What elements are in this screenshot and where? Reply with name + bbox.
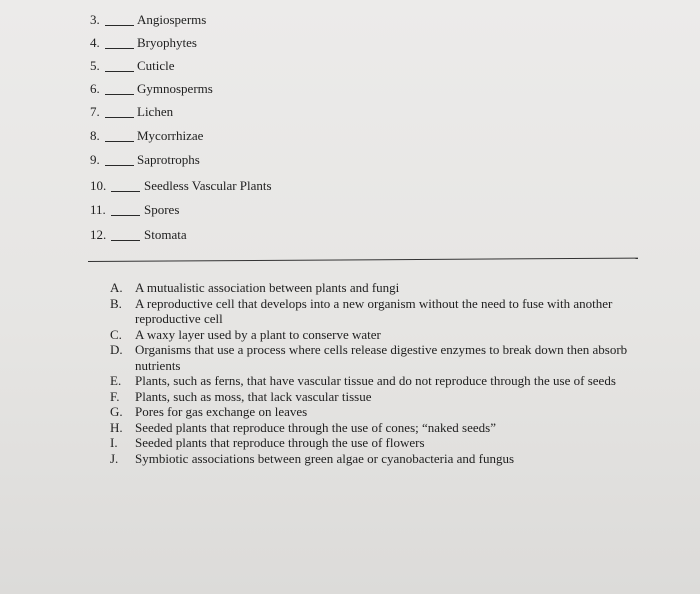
term-word: Seedless Vascular Plants <box>144 178 272 193</box>
definition-letter: D. <box>110 342 123 357</box>
answer-blank[interactable] <box>111 215 140 216</box>
answer-blank[interactable] <box>105 71 134 72</box>
term-word: Mycorrhizae <box>137 128 204 143</box>
term-word: Angiosperms <box>137 12 207 27</box>
definition-item <box>110 280 650 296</box>
term-number: 9. <box>90 152 100 167</box>
definition-letter: F. <box>110 388 120 404</box>
term-number: 10. <box>90 178 107 193</box>
term-number: 8. <box>90 128 100 143</box>
definition-text: A waxy layer used by a plant to conserve water <box>135 326 381 342</box>
definition-text: Organisms that use a process where cells release digestive enzymes to break down then absorb nutrients <box>135 342 628 373</box>
definition-text: Seeded plants that reproduce through the use of flowers <box>135 435 425 450</box>
term-number: 3. <box>90 12 100 27</box>
definition-item <box>110 404 650 420</box>
definition-item <box>110 435 650 451</box>
term-number: 5. <box>90 58 100 73</box>
definition-letter: I. <box>110 435 118 450</box>
definition-text: A mutualistic association between plants and fungi <box>135 280 400 295</box>
answer-blank[interactable] <box>105 94 134 95</box>
answer-blank[interactable] <box>105 48 134 49</box>
answer-blank[interactable] <box>105 141 134 142</box>
definition-item <box>110 342 650 373</box>
term-word: Spores <box>144 202 180 217</box>
term-word: Lichen <box>137 104 174 119</box>
definition-item <box>110 389 650 405</box>
term-word: Bryophytes <box>137 35 197 50</box>
term-word: Cuticle <box>137 58 175 73</box>
definition-item <box>110 373 650 389</box>
definition-letter: B. <box>110 295 122 311</box>
definition-text: A reproductive cell that develops into a new organism without the need to fuse with another reproductive cell <box>135 295 613 326</box>
definition-letter: J. <box>110 450 119 466</box>
answer-blank[interactable] <box>105 25 134 26</box>
answer-blank[interactable] <box>111 240 140 241</box>
definition-text: Seeded plants that reproduce through the use of cones; “naked seeds” <box>135 419 496 435</box>
definition-letter: A. <box>110 280 123 295</box>
definition-text: Pores for gas exchange on leaves <box>135 404 308 419</box>
definition-item <box>110 420 650 436</box>
definition-letter: C. <box>110 326 122 342</box>
term-word: Stomata <box>144 227 187 242</box>
definition-letter: H. <box>110 419 123 435</box>
definition-text: Plants, such as ferns, that have vascular tissue and do not reproduce through the use of seeds <box>135 373 616 388</box>
term-number: 7. <box>90 104 100 119</box>
answer-blank[interactable] <box>111 191 140 192</box>
answer-blank[interactable] <box>105 117 134 118</box>
definition-list <box>110 280 650 466</box>
definition-letter: G. <box>110 404 123 419</box>
term-word: Saprotrophs <box>137 152 200 167</box>
definition-text: Symbiotic associations between green algae or cyanobacteria and fungus <box>135 450 515 466</box>
term-number: 4. <box>90 35 100 50</box>
definition-item <box>110 327 650 343</box>
definition-text: Plants, such as moss, that lack vascular tissue <box>135 388 372 404</box>
definition-letter: E. <box>110 373 122 388</box>
definition-item <box>110 296 650 327</box>
term-number: 11. <box>90 202 106 217</box>
definition-item <box>110 451 650 467</box>
term-number: 6. <box>90 81 100 96</box>
section-divider <box>88 258 638 262</box>
term-number: 12. <box>90 227 107 242</box>
answer-blank[interactable] <box>105 165 134 166</box>
term-word: Gymnosperms <box>137 81 213 96</box>
